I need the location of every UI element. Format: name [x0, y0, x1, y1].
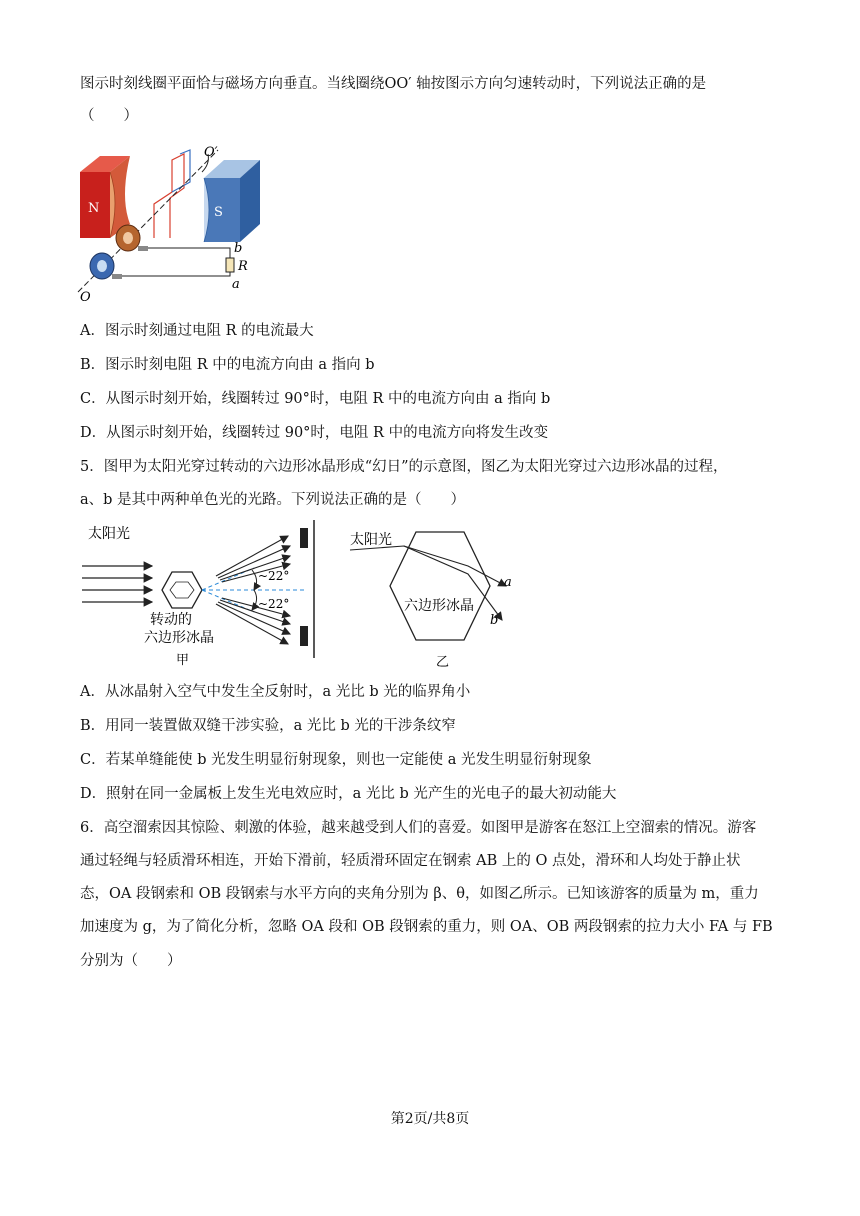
q6-line4: 加速度为 g，为了简化分析，忽略 OA 段和 OB 段钢索的重力，则 OA、OB 两段钢索的拉力大小 FA 与 FB — [80, 919, 773, 935]
yi-sunlight-label: 太阳光 — [350, 532, 392, 548]
yi-ray-b: b — [490, 613, 499, 628]
label-o-prime: O′ — [204, 145, 218, 160]
yi-ray-a: a — [504, 575, 512, 590]
label-b: b — [234, 241, 243, 256]
figure-yi — [344, 524, 534, 672]
label-s: S — [214, 205, 223, 220]
q6-line5: 分别为（ ） — [80, 953, 182, 969]
q5-stem-line2: a、b 是其中两种单色光的光路。下列说法正确的是（ ） — [80, 492, 466, 508]
q4-option-c: C．从图示时刻开始，线圈转过 90°时，电阻 R 中的电流方向由 a 指向 b — [80, 391, 551, 407]
q5-stem-line1: 5．图甲为太阳光穿过转动的六边形冰晶形成“幻日”的示意图，图乙为太阳光穿过六边形冰晶的过程， — [80, 459, 728, 475]
figure-jia — [76, 518, 326, 668]
q5-option-c: C．若某单缝能使 b 光发生明显衍射现象，则也一定能使 a 光发生明显衍射现象 — [80, 752, 592, 768]
label-r: R — [238, 259, 248, 274]
jia-sunlight-label: 太阳光 — [88, 526, 130, 542]
q6-line1: 6．高空溜索因其惊险、刺激的体验，越来越受到人们的喜爱。如图甲是游客在怒江上空溜索的情况。游客 — [80, 820, 757, 836]
jia-caption: 甲 — [176, 653, 190, 668]
q4-answer-blank: （ ） — [80, 108, 138, 124]
q4-option-a: A．图示时刻通过电阻 R 的电流最大 — [80, 323, 314, 339]
q5-option-d: D．照射在同一金属板上发生光电效应时，a 光比 b 光产生的光电子的最大初动能大 — [80, 786, 617, 802]
yi-hexagon — [390, 532, 490, 640]
q5-option-a: A．从冰晶射入空气中发生全反射时，a 光比 b 光的临界角小 — [80, 684, 471, 700]
jia-angle-top: ~22° — [258, 569, 290, 583]
label-o: O — [80, 290, 91, 304]
label-a: a — [232, 277, 240, 292]
q4-option-d: D．从图示时刻开始，线圈转过 90°时，电阻 R 中的电流方向将发生改变 — [80, 425, 549, 441]
yi-crystal-label: 六边形冰晶 — [404, 598, 474, 614]
jia-bright-spot-top — [300, 528, 308, 548]
n-magnet — [80, 156, 130, 238]
label-n: N — [88, 201, 100, 216]
q6-line2: 通过轻绳与轻质滑环相连，开始下滑前，轻质滑环固定在钢索 AB 上的 O 点处，滑环和人均处于静止状 — [80, 853, 741, 869]
page-footer: 第2页/共8页 — [390, 1111, 470, 1127]
jia-hexagon — [162, 572, 202, 608]
generator-figure — [76, 142, 276, 304]
s-magnet — [204, 160, 260, 242]
jia-angle-bottom: ~22° — [258, 597, 290, 611]
jia-crystal-label-1: 转动的 — [150, 612, 192, 628]
q4-stem-line1: 图示时刻线圈平面恰与磁场方向垂直。当线圈绕OO′ 轴按图示方向匀速转动时，下列说法正确的是 — [80, 76, 707, 92]
q4-option-b: B．图示时刻电阻 R 中的电流方向由 a 指向 b — [80, 357, 375, 373]
jia-crystal-label-2: 六边形冰晶 — [144, 630, 214, 646]
q5-option-b: B．用同一装置做双缝干涉实验，a 光比 b 光的干涉条纹窄 — [80, 718, 456, 734]
yi-caption: 乙 — [436, 655, 450, 670]
q6-line3: 态，OA 段钢索和 OB 段钢索与水平方向的夹角分别为 β、θ，如图乙所示。已知该游客的质量为 m，重力 — [80, 886, 759, 902]
jia-bright-spot-bottom — [300, 626, 308, 646]
